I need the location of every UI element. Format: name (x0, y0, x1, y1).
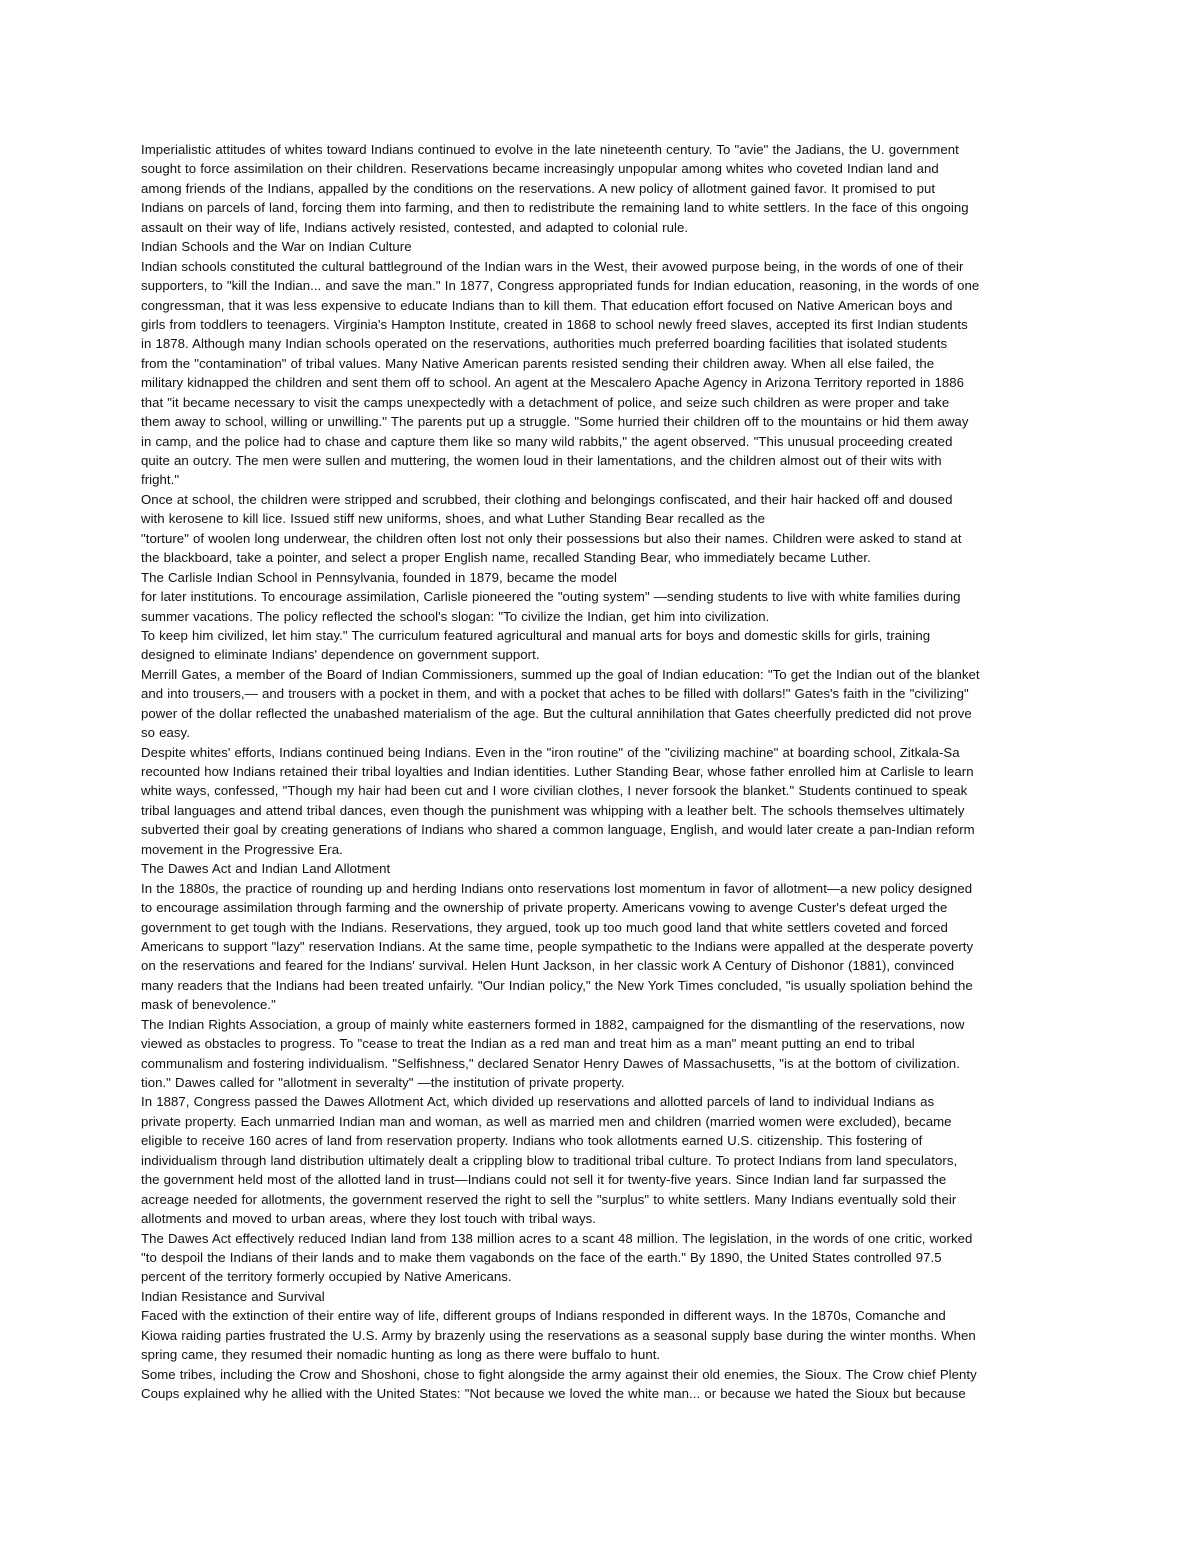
text-line: Once at school, the children were stripped and scrubbed, their clothing and belongings confiscated, and their hair hacked off and doused (141, 491, 953, 507)
text-line: In the 1880s, the practice of rounding up and herding Indians onto reservations lost momentum in favor of allotment—a new policy designed (141, 880, 973, 896)
text-line: acreage needed for allotments, the government reserved the right to sell the "surplus" to white settlers. Many Indians eventually sold their (141, 1191, 957, 1207)
text-line: private property. Each unmarried Indian man and woman, as well as married men and children (married women were excluded), became (141, 1113, 952, 1129)
text-line: mask of benevolence." (141, 997, 276, 1013)
text-line: recounted how Indians retained their tribal loyalties and Indian identities. Luther Standing Bear, whose father enrolled him at Carlisle to learn (141, 764, 974, 779)
text-line: Kiowa raiding parties frustrated the U.S. Army by brazenly using the reservations as a seasonal supply base during the winter months. When (141, 1327, 976, 1343)
text-line: Americans to support "lazy" reservation Indians. At the same time, people sympathetic to the Indians were appalled at the desperate poverty (141, 938, 974, 954)
section-heading: Faced with the extinction of their entire way of life, different groups of Indians responded in different ways. In the 1870s, Comanche and (141, 1308, 946, 1324)
text-line: that "it became necessary to visit the camps unexpectedly with a detachment of police, and seize such children as were proper and take (141, 394, 950, 410)
text-line: subverted their goal by creating generations of Indians who shared a common language, English, and would later create a pan-Indian reform (141, 822, 975, 838)
text-line: quite an outcry. The men were sullen and muttering, the women loud in their lamentations, and the children almost out of their wits with (141, 453, 942, 468)
text-line: Merrill Gates, a member of the Board of Indian Commissioners, summed up the goal of Indian education: "To get the Indian out of the blanket (141, 666, 980, 682)
text-line (141, 1403, 1061, 1422)
text-line: tion." Dawes called for "allotment in severalty" —the institution of private property. (141, 1075, 625, 1090)
text-line: To keep him civilized, let him stay." The curriculum featured agricultural and manual arts for boys and domestic skills for girls, training (141, 627, 931, 643)
text-line: among friends of the Indians, appalled by the conditions on the reservations. A new policy of allotment gained favor. It promised to put (141, 180, 936, 196)
text-line: Some tribes, including the Crow and Shoshoni, chose to fight alongside the army against their old enemies, the Sioux. The Crow chief Plenty (141, 1366, 977, 1382)
section-heading: The Dawes Act and Indian Land Allotment (141, 861, 391, 877)
text-line: The Indian Rights Association, a group of mainly white easterners formed in 1882, campaigned for the dismantling of the reservations, now (141, 1016, 965, 1032)
text-line: them away to school, willing or unwilling." The parents put up a struggle. "Some hurried their children off to the mountains or hid them away (141, 414, 969, 430)
document-body (141, 140, 1061, 1423)
text-line: for later institutions. To encourage assimilation, Carlisle pioneered the "outing system" —sending students to live with white families during (141, 589, 961, 605)
text-line: viewed as obstacles to progress. To "cease to treat the Indian as a red man and treat him as a man" meant putting an end to tribal (141, 1036, 915, 1052)
text-line: individualism through land distribution ultimately dealt a crippling blow to traditional tribal culture. To protect Indians from land speculators, (141, 1152, 958, 1168)
text-line: The Dawes Act effectively reduced Indian land from 138 million acres to a scant 48 million. The legislation, in the words of one critic, worked (141, 1230, 973, 1246)
text-line: The Carlisle Indian School in Pennsylvania, founded in 1879, became the model (141, 569, 617, 585)
text-line: many readers that the Indians had been treated unfairly. "Our Indian policy," the New York Times concluded, "is usually spoliation behind the (141, 977, 973, 993)
text-line: from the "contamination" of tribal values. Many Native American parents resisted sending their children away. When all else failed, the (141, 355, 935, 371)
text-line: in 1878. Although many Indian schools operated on the reservations, authorities much preferred boarding facilities that isolated students (141, 336, 948, 352)
text-line: spring came, they resumed their nomadic hunting as long as there were buffalo to hunt. (141, 1347, 661, 1363)
text-line: Coups explained why he allied with the United States: "Not because we loved the white man... or because we hated the Sioux but because (141, 1386, 966, 1401)
text-line: the blackboard, take a pointer, and select a proper English name, recalled Standing Bear, who immediately became Luther. (141, 550, 871, 566)
text-line: eligible to receive 160 acres of land from reservation property. Indians who took allotments earned U.S. citizenship. This fostering of (141, 1133, 923, 1149)
text-line: designed to eliminate Indians' dependence on government support. (141, 647, 540, 663)
text-line: assault on their way of life, Indians actively resisted, contested, and adapted to colonial rule. (141, 219, 689, 235)
text-line: In 1887, Congress passed the Dawes Allotment Act, which divided up reservations and allotted parcels of land to individual Indians as (141, 1094, 935, 1110)
text-line: allotments and moved to urban areas, where they lost touch with tribal ways. (141, 1211, 597, 1227)
text-line: on the reservations and feared for the Indians' survival. Helen Hunt Jackson, in her classic work A Century of Dishonor (1881), convinced (141, 958, 955, 974)
text-line: Indian Resistance and Survival (141, 1288, 325, 1304)
text-line: to encourage assimilation through farming and the ownership of private property. Americans vowing to avenge Custer's defeat urged the (141, 900, 948, 916)
text-line: government to get tough with the Indians. Reservations, they argued, took up too much good land that white settlers coveted and forced (141, 919, 948, 935)
text-line: summer vacations. The policy reflected the school's slogan: "To civilize the Indian, get him into civilization. (141, 608, 770, 624)
text-line: sought to force assimilation on their children. Reservations became increasingly unpopular among whites who coveted Indian land and (141, 161, 939, 177)
text-line: percent of the territory formerly occupied by Native Americans. (141, 1269, 512, 1285)
text-line: movement in the Progressive Era. (141, 841, 343, 857)
text-line: "to despoil the Indians of their lands and to make them vagabonds on the face of the earth." By 1890, the United States controlled 97.5 (141, 1249, 942, 1265)
text-line: military kidnapped the children and sent them off to school. An agent at the Mescalero Apache Agency in Arizona Territory reported in 1886 (141, 375, 965, 391)
text-line: Imperialistic attitudes of whites toward Indians continued to evolve in the late nineteenth century. To "avie" the Jadians, the U. government (141, 142, 959, 157)
text-line: girls from toddlers to teenagers. Virginia's Hampton Institute, created in 1868 to school newly freed slaves, accepted its first Indian students (141, 316, 968, 332)
text-line: and into trousers,— and trousers with a pocket in them, and with a pocket that aches to be filled with dollars!" Gates's faith in the "civilizing" (141, 686, 969, 702)
section-heading: Indian Schools and the War on Indian Culture (141, 239, 412, 255)
text-line: white ways, confessed, "Though my hair had been cut and I wore civilian clothes, I never forsook the blanket." Students continued to speak (141, 783, 968, 799)
text-line: with kerosene to kill lice. Issued stiff new uniforms, shoes, and what Luther Standing Bear recalled as the (141, 511, 765, 527)
text-line: power of the dollar reflected the unabashed materialism of the age. But the cultural annihilation that Gates cheerfully predicted did not prove (141, 705, 972, 721)
text-line: "torture" of woolen long underwear, the children often lost not only their possessions but also their names. Children were asked to stand at (141, 530, 962, 546)
text-line: Despite whites' efforts, Indians continued being Indians. Even in the "iron routine" of the "civilizing machine" at boarding school, Zitkala-Sa (141, 744, 960, 760)
text-line: the government held most of the allotted land in trust—Indians could not sell it for twenty-five years. Since Indian land far surpassed the (141, 1172, 947, 1188)
text-line: Indians on parcels of land, forcing them into farming, and then to redistribute the remaining land to white settlers. In the face of this ongoing (141, 200, 969, 216)
text-line: communalism and fostering individualism. "Selfishness," declared Senator Henry Dawes of Massachusetts, "is at the bottom of civilization. (141, 1055, 960, 1071)
text-line: in camp, and the police had to chase and capture them like so many wild rabbits," the agent observed. "This unusual proceeding created (141, 433, 953, 449)
text-line: fright." (141, 472, 180, 488)
text-line: supporters, to "kill the Indian... and save the man." In 1877, Congress appropriated funds for Indian education, reasoning, in the words of one (141, 278, 980, 294)
text-line: congressman, that it was less expensive to educate Indians than to kill them. That education effort focused on Native American boys and (141, 297, 953, 313)
text-line: so easy. (141, 725, 190, 741)
text-line: tribal languages and attend tribal dances, even though the punishment was whipping with a leather belt. The schools themselves ultimately (141, 802, 965, 818)
text-line: Indian schools constituted the cultural battleground of the Indian wars in the West, their avowed purpose being, in the words of one of their (141, 258, 964, 274)
